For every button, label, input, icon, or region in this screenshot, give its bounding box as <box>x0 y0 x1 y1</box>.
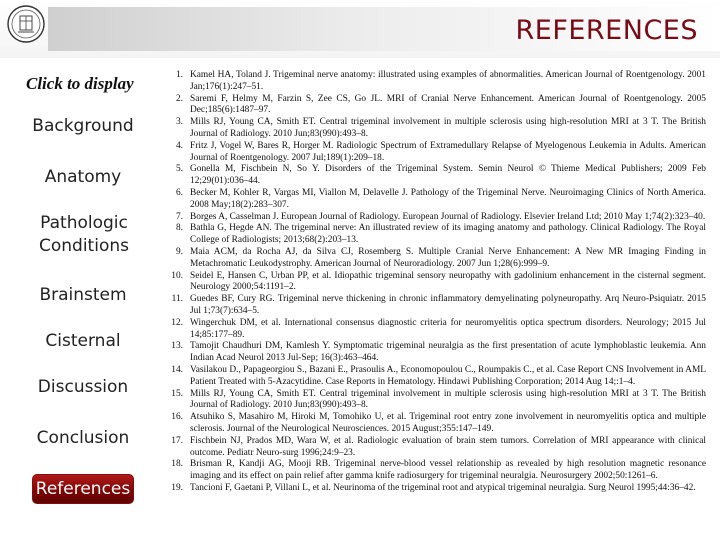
reference-number: 11. <box>171 294 183 305</box>
reference-list <box>166 70 706 495</box>
reference-item <box>166 164 706 188</box>
nav-item-discussion[interactable]: Discussion <box>37 377 129 397</box>
nav-item-background[interactable]: Background <box>32 116 134 136</box>
reference-item <box>166 341 706 365</box>
reference-item <box>166 483 706 495</box>
reference-text: Saremi F, Helmy M, Farzin S, Zee CS, Go JL. MRI of Cranial Nerve Enhancement. American Journal of Roentgenology. 2005 Dec;185(6):1487–97. <box>190 93 706 116</box>
reference-item <box>166 436 706 460</box>
reference-text: Mills RJ, Young CA, Smith ET. Central trigeminal involvement in multiple sclerosis using high-resolution MRI at 3 T. The British Journal of Radiology. 2010 Jun;83(990):493–8. <box>190 117 706 139</box>
reference-item <box>166 271 706 295</box>
reference-number: 4. <box>175 140 183 151</box>
reference-number: 19. <box>171 482 183 493</box>
nav-item-cisternal[interactable]: Cisternal <box>45 331 121 351</box>
reference-text: Tancioni F, Gaetani P, Villani L, et al. Neurinoma of the trigeminal root and atypical trigeminal neuralgia. Surg Neurol 1995;44:36–42. <box>190 482 696 493</box>
reference-text: Fritz J, Vogel W, Bares R, Horger M. Radiologic Spectrum of Extramedullary Relapse of Myelogenous Leukemia in Adults. American Journal of Roentgenology. 2007 Jul;189(1):209–18. <box>190 140 706 163</box>
nav-item-pathologic-conditions[interactable]: Pathologic Conditions <box>39 213 129 256</box>
reference-text: Mills RJ, Young CA, Smith ET. Central trigeminal involvement in multiple sclerosis using high-resolution MRI at 3 T. The British Journal of Radiology. 2010 Jun;83(990):493–8. <box>190 388 706 411</box>
reference-item <box>166 117 706 141</box>
reference-item <box>166 188 706 212</box>
reference-item <box>166 212 706 224</box>
reference-number: 15. <box>171 388 183 399</box>
nav-item-references[interactable]: References <box>32 474 134 504</box>
nav-hint: Click to display <box>26 74 134 93</box>
nav-item-anatomy[interactable]: Anatomy <box>44 167 122 187</box>
reference-text: Seidel E, Hansen C, Urban PP, et al. Idiopathic trigeminal sensory neuropathy with gadolinium enhancement in the cisternal segment. Neurology 2000;54:1191–2. <box>190 270 706 293</box>
reference-number: 6. <box>175 187 183 198</box>
reference-text: Borges A, Casselman J. European Journal of Radiology. European Journal of Radiology. Elsevier Ireland Ltd; 2010 May 1;74(2):323–40. <box>190 211 706 222</box>
reference-number: 17. <box>171 435 183 446</box>
reference-text: Fischbein NJ, Prados MD, Wara W, et al. Radiologic evaluation of brain stem tumors. Correlation of MRI appearance with clinical outcome. Pediatr Neuro-surg 1996;24:9–23. <box>190 435 706 458</box>
reference-item <box>166 223 706 247</box>
reference-number: 16. <box>171 412 183 423</box>
nav-item-brainstem[interactable]: Brainstem <box>39 285 127 305</box>
reference-number: 12. <box>171 317 183 328</box>
reference-text: Tamojit Chaudhuri DM, Kamlesh Y. Symptomatic trigeminal neuralgia as the first presentation of acute lymphoblastic leukemia. Ann Indian Acad Neurol 2013 Jul-Sep; 16(3):463–464. <box>190 341 706 364</box>
reference-text: Gonella M, Fischbein N, So Y. Disorders of the Trigeminal System. Semin Neurol © Thieme Medical Publishers; 2009 Feb 12;29(01):036–44. <box>190 164 706 187</box>
reference-number: 3. <box>175 117 183 128</box>
reference-item <box>166 318 706 342</box>
reference-number: 1. <box>175 70 183 80</box>
header-banner <box>0 0 720 58</box>
reference-item <box>166 365 706 389</box>
reference-text: Vasilakou D., Papageorgiou S., Bazani E., Prasoulis A., Economopoulou C., Roumpakis C., et al. Case Report CNS Involvement in AML Patient Treated with 5-Azacytidine. Case Reports in Hematology. Hindawi Publishing Corporation; 2014 Aug 14;:1–4. <box>190 364 706 387</box>
reference-number: 8. <box>175 223 183 234</box>
reference-number: 18. <box>171 459 183 470</box>
reference-item <box>166 94 706 118</box>
reference-item <box>166 459 706 483</box>
reference-item <box>166 141 706 165</box>
reference-text: Atsuhiko S, Masahiro M, Hiroki M, Tomohiko U, et al. Trigeminal root entry zone involvement in neuromyelitis optica and multiple sclerosis. Journal of the Neurological Neurosciences. 2015 August;355:147–149. <box>190 412 706 434</box>
university-seal-icon <box>6 4 46 44</box>
reference-item <box>166 294 706 318</box>
reference-number: 5. <box>175 164 183 175</box>
reference-item <box>166 412 706 436</box>
reference-text: Guedes BF, Cury RG. Trigeminal nerve thickening in chronic inflammatory demyelinating polyneuropathy. Arq Neuro-Psiquiatr. 2015 Jul 1;73(7):634–5. <box>190 294 706 316</box>
reference-item <box>166 389 706 413</box>
reference-text: Becker M, Kohler R, Vargas MI, Viallon M, Delavelle J. Pathology of the Trigeminal Nerve. Neuroimaging Clinics of North America. 2008 May;18(2):283–307. <box>190 187 706 210</box>
reference-text: Kamel HA, Toland J. Trigeminal nerve anatomy: illustrated using examples of abnormalities. American Journal of Roentgenology. 2001 Jan;176(1):247–51. <box>190 70 706 92</box>
page-title: REFERENCES <box>515 15 698 46</box>
reference-number: 2. <box>175 93 183 104</box>
reference-text: Wingerchuk DM, et al. International consensus diagnostic criteria for neuromyelitis optica spectrum disorders. Neurology; 2015 Jul 14;85:177–89. <box>190 317 706 340</box>
reference-text: Maia ACM, da Rocha AJ, da Silva CJ, Rosemberg S. Multiple Cranial Nerve Enhancement: A New MR Imaging Finding in Metachromatic Leukodystrophy. American Journal of Neuroradiology. 2007 Jun 1;28(6):999–9. <box>190 246 706 269</box>
reference-number: 10. <box>171 270 183 281</box>
reference-number: 7. <box>175 211 183 222</box>
reference-number: 13. <box>171 341 183 352</box>
reference-number: 14. <box>171 364 183 375</box>
reference-text: Bathla G, Hegde AN. The trigeminal nerve: An illustrated review of its imaging anatomy and pathology. Clinical Radiology. The Royal College of Radiologists; 2013;68(2):203–13. <box>190 223 706 246</box>
nav-item-conclusion[interactable]: Conclusion <box>36 428 130 448</box>
reference-number: 9. <box>175 246 183 257</box>
reference-item <box>166 247 706 271</box>
reference-item <box>166 70 706 94</box>
reference-text: Brisman R, Kandji AG, Mooji RB. Trigeminal nerve-blood vessel relationship as revealed by high resolution magnetic resonance imaging and its effect on pain relief after gamma knife radiosurgery for trigeminal neuralgia. Neurosurgery 2002;50:1261–6. <box>190 459 706 482</box>
